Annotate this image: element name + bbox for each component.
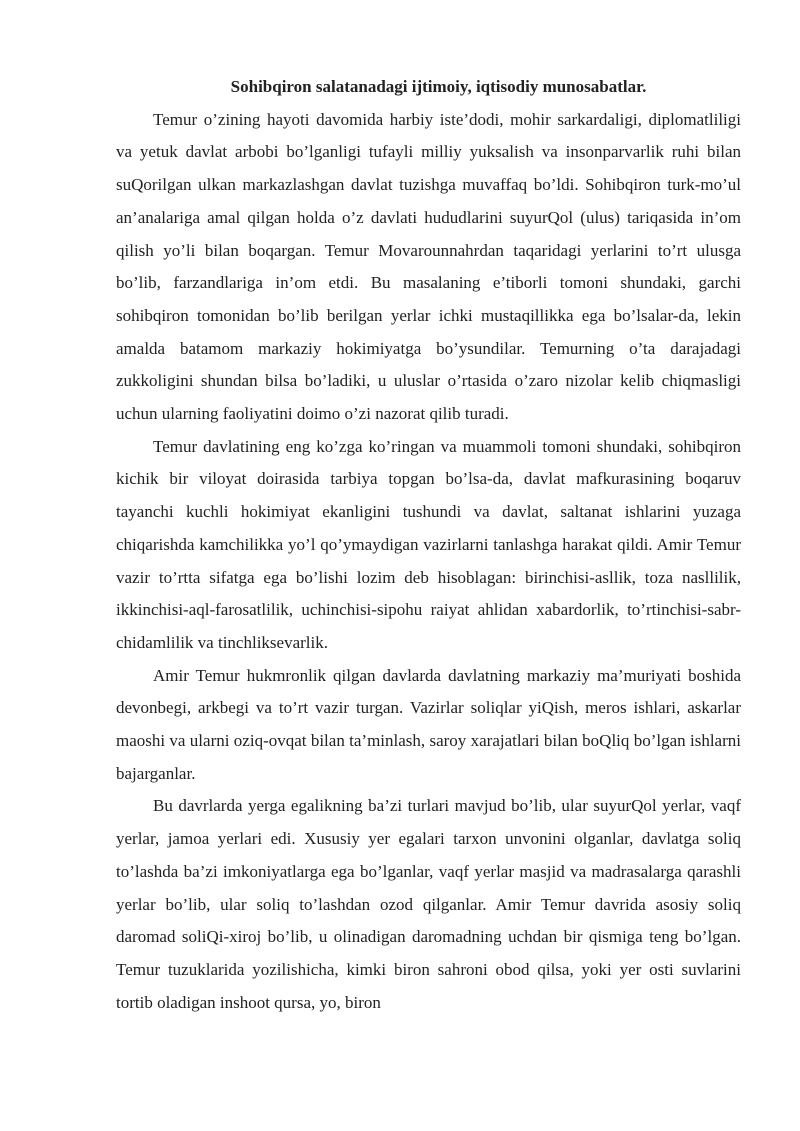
document-page: [116, 71, 741, 1019]
paragraph-2: Temur davlatining eng ko’zga ko’ringan va muammoli tomoni shundaki, sohibqiron kichik bir viloyat doirasida tarbiya topgan bo’lsa-da, davlat mafkurasining boqaruv tayanchi kuchli hokimiyat ekanligini tushundi va davlat, saltanat ishlarini yuzaga chiqarishda kamchilikka yo’l qo’ymaydigan vazirlarni tanlashga harakat qildi. Amir Temur vazir to’rtta sifatga ega bo’lishi lozim deb hisoblagan: birinchisi-asllik, toza nasllilik, ikkinchisi-aql-farosatlilik, uchinchisi-sipohu raiyat ahlidan xabardorlik, to’rtinchisi-sabr-chidamlilik va tinchliksevarlik.: [116, 436, 741, 652]
paragraph-3: Amir Temur hukmronlik qilgan davlarda davlatning markaziy ma’muriyati boshida devonbegi, arkbegi va to’rt vazir turgan. Vazirlar soliqlar yiQish, meros ishlari, askarlar maoshi va ularni oziq-ovqat bilan ta’minlash, saroy xarajatlari bilan boQliq bo’lgan ishlarni bajarganlar.: [116, 665, 741, 783]
paragraph-1: Temur o’zining hayoti davomida harbiy iste’dodi, mohir sarkardaligi, diplomatliligi va yetuk davlat arbobi bo’lganligi tufayli milliy yuksalish va insonparvarlik ruhi bilan suQorilgan ulkan markazlashgan davlat tuzishga muvaffaq bo’ldi. Sohibqiron turk-mo’ul an’analariga amal qilgan holda o’z davlati hududlarini suyurQol (ulus) tariqasida in’om qilish yo’li bilan boqargan. Temur Movarounnahrdan taqaridagi yerlarini to’rt ulusga bo’lib, farzandlariga in’om etdi. Bu masalaning e’tiborli tomoni shundaki, garchi sohibqiron tomonidan bo’lib berilgan yerlar ichki mustaqillikka ega bo’lsalar-da, lekin amalda batamom markaziy hokimiyatga bo’ysundilar. Temurning o’ta darajadagi zukkoligini shundan bilsa bo’ladiki, u uluslar o’rtasida o’zaro nizolar kelib chiqmasligi uchun ularning faoliyatini doimo o’zi nazorat qilib turadi.: [116, 109, 741, 424]
paragraph-4: Bu davrlarda yerga egalikning ba’zi turlari mavjud bo’lib, ular suyurQol yerlar, vaqf yerlar, jamoa yerlari edi. Xususiy yer egalari tarxon unvonini olganlar, davlatga soliq to’lashda ba’zi imkoniyatlarga ega bo’lganlar, vaqf yerlar masjid va madrasalarga qarashli yerlar bo’lib, ular soliq to’lashdan ozod qilganlar. Amir Temur davrida asosiy soliq daromad soliQi-xiroj bo’lib, u olinadigan daromadning uchdan bir qismiga teng bo’lgan. Temur tuzuklarida yozilishicha, kimki biron sahroni obod qilsa, yoki yer osti suvlarini tortib oladigan inshoot qursa, yo, biron: [116, 796, 741, 1012]
document-title: Sohibqiron salatanadagi ijtimoiy, iqtisodiy munosabatlar.: [230, 77, 647, 96]
